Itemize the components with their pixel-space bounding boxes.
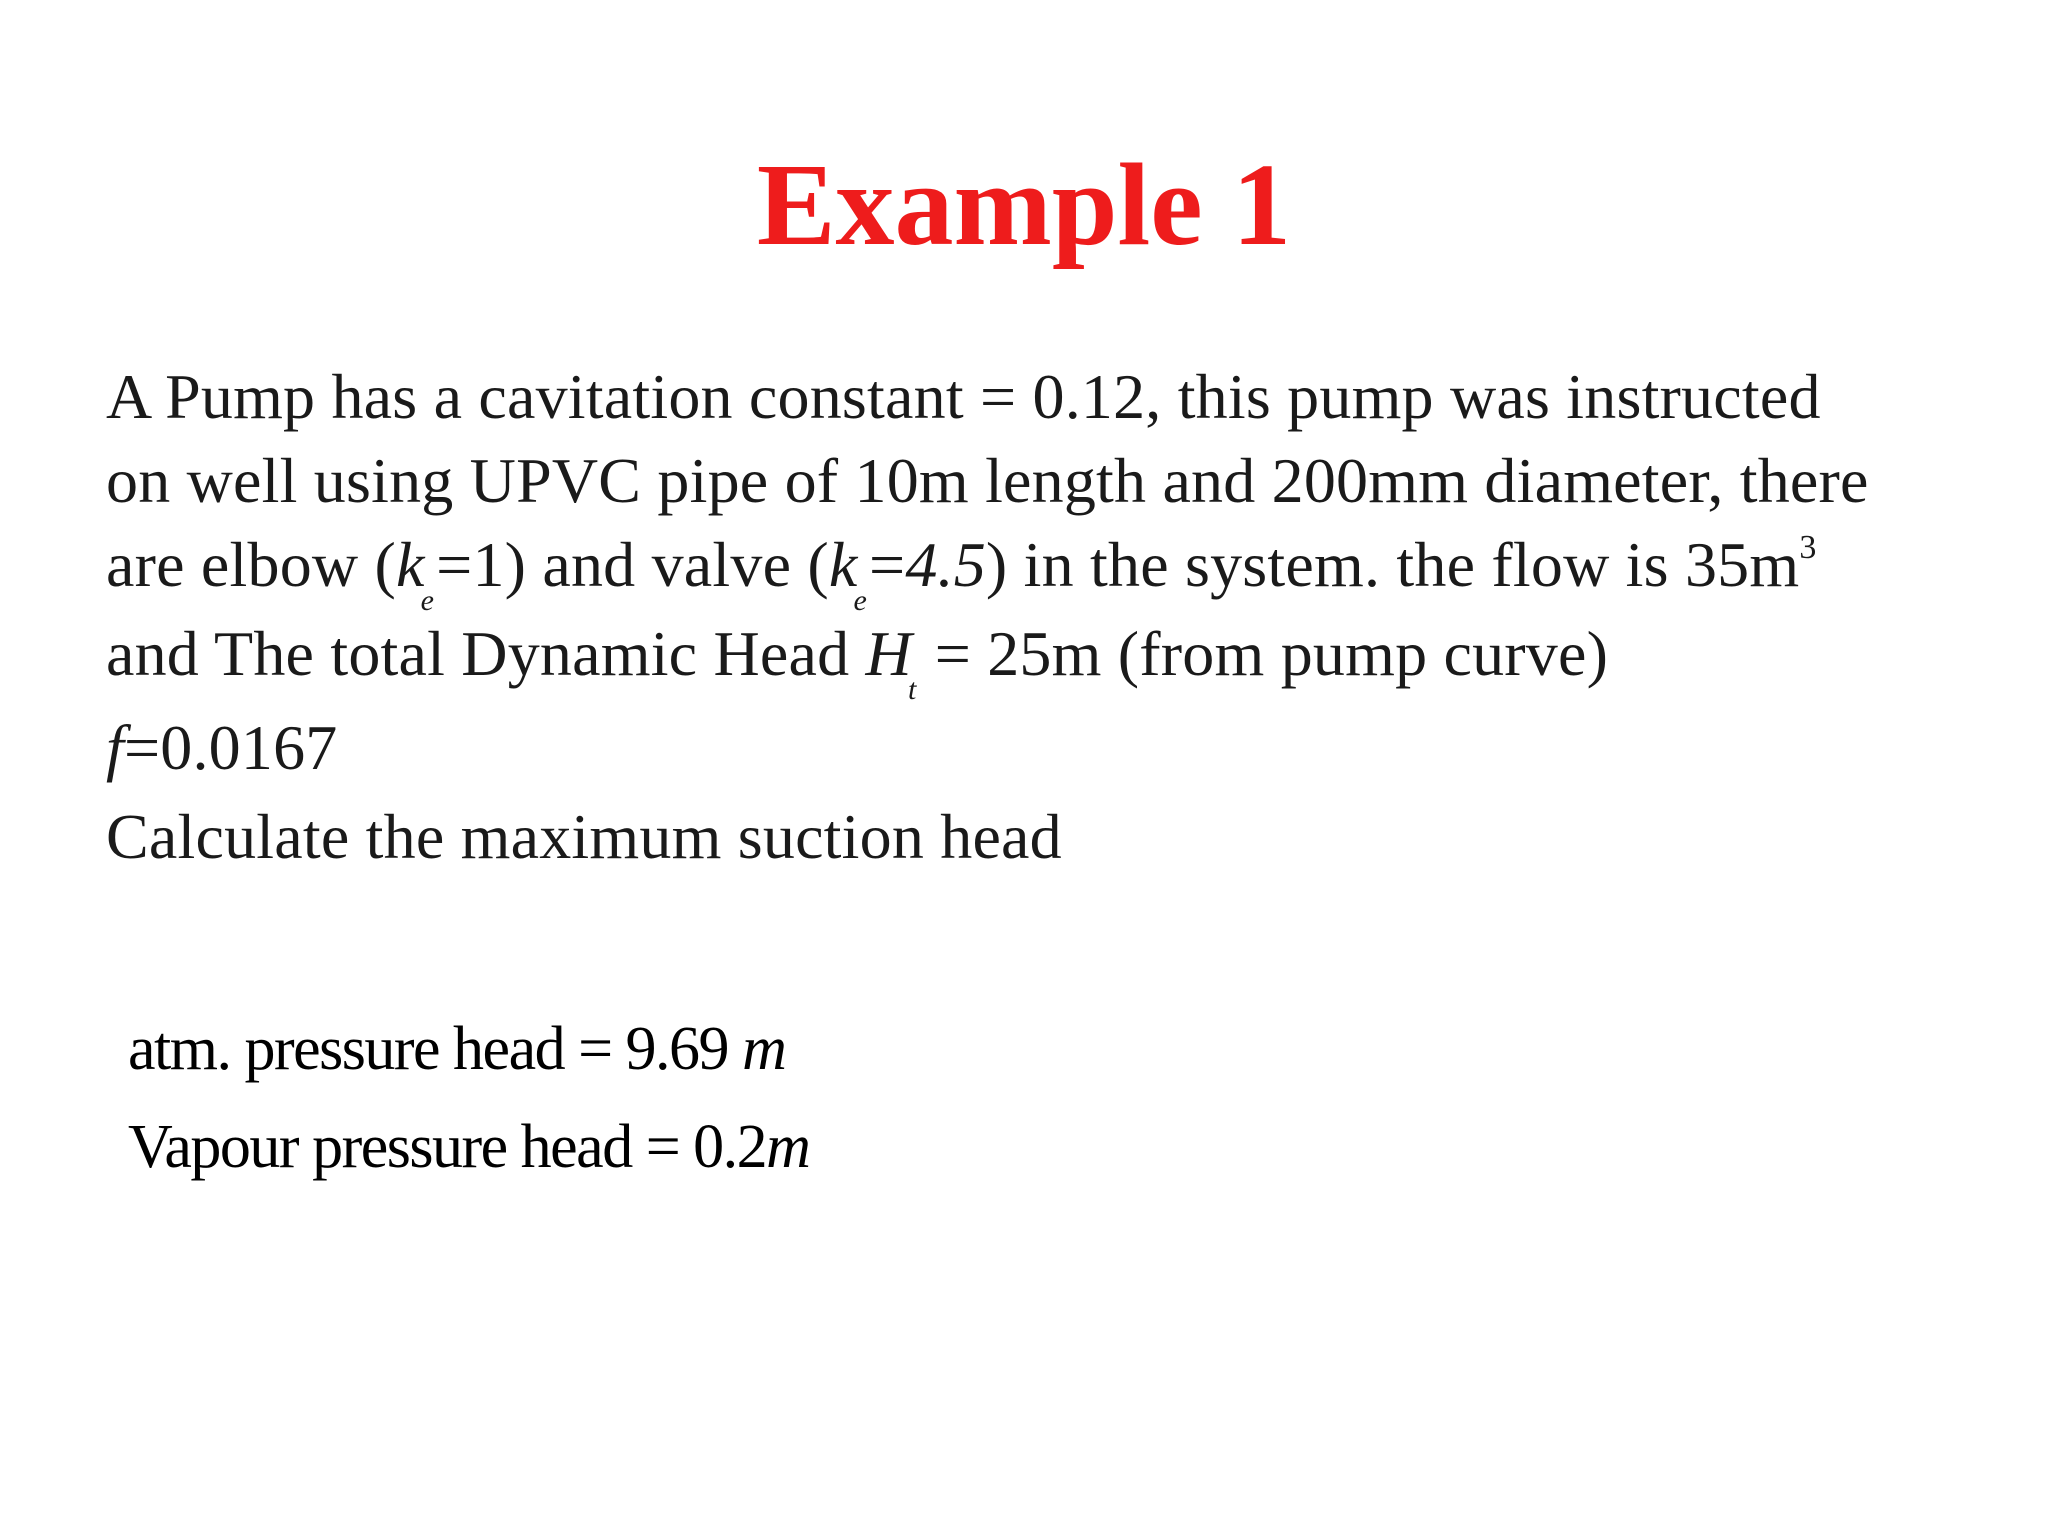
valve-k-value: 4.5 xyxy=(905,529,986,600)
valve-k-symbol: k xyxy=(828,529,858,600)
valve-text: =1) and valve ( xyxy=(436,529,829,600)
elbow-k-subscript: e xyxy=(420,584,435,617)
elbow-text: are elbow ( xyxy=(106,529,397,600)
head-symbol: H xyxy=(865,618,912,689)
flow-exponent: 3 xyxy=(1799,529,1817,566)
problem-line-5 xyxy=(106,701,1986,795)
friction-value: =0.0167 xyxy=(123,712,338,783)
atm-pressure-line xyxy=(128,1000,809,1098)
slide-title: Example 1 xyxy=(756,139,1292,270)
valve-k-subscript: e xyxy=(853,584,868,617)
problem-line-2: on well using UPVC pipe of 10m length and 200mm diameter, there xyxy=(106,445,1869,516)
given-values xyxy=(128,1000,809,1196)
flow-text: ) in the system. the flow is 35m xyxy=(985,529,1800,600)
elbow-k-symbol: k xyxy=(396,529,425,600)
problem-line-4 xyxy=(106,607,1986,706)
vapour-pressure-label: Vapour pressure head = 0.2 xyxy=(128,1113,767,1181)
problem-line-3 xyxy=(106,523,1986,617)
head-subscript: t xyxy=(907,673,917,706)
vapour-pressure-line xyxy=(128,1098,809,1196)
friction-symbol: f xyxy=(106,712,124,783)
valve-equals: = xyxy=(869,529,906,600)
atm-pressure-label: atm. pressure head = 9.69 xyxy=(128,1015,743,1083)
problem-question: Calculate the maximum suction head xyxy=(106,801,1062,872)
atm-pressure-unit: m xyxy=(742,1015,786,1083)
problem-statement xyxy=(106,355,1986,879)
head-text: and The total Dynamic Head xyxy=(106,618,866,689)
problem-line-1: A Pump has a cavitation constant = 0.12, this pump was instructed xyxy=(106,361,1821,432)
vapour-pressure-unit: m xyxy=(766,1113,810,1181)
head-value-text: = 25m (from pump curve) xyxy=(918,618,1609,689)
